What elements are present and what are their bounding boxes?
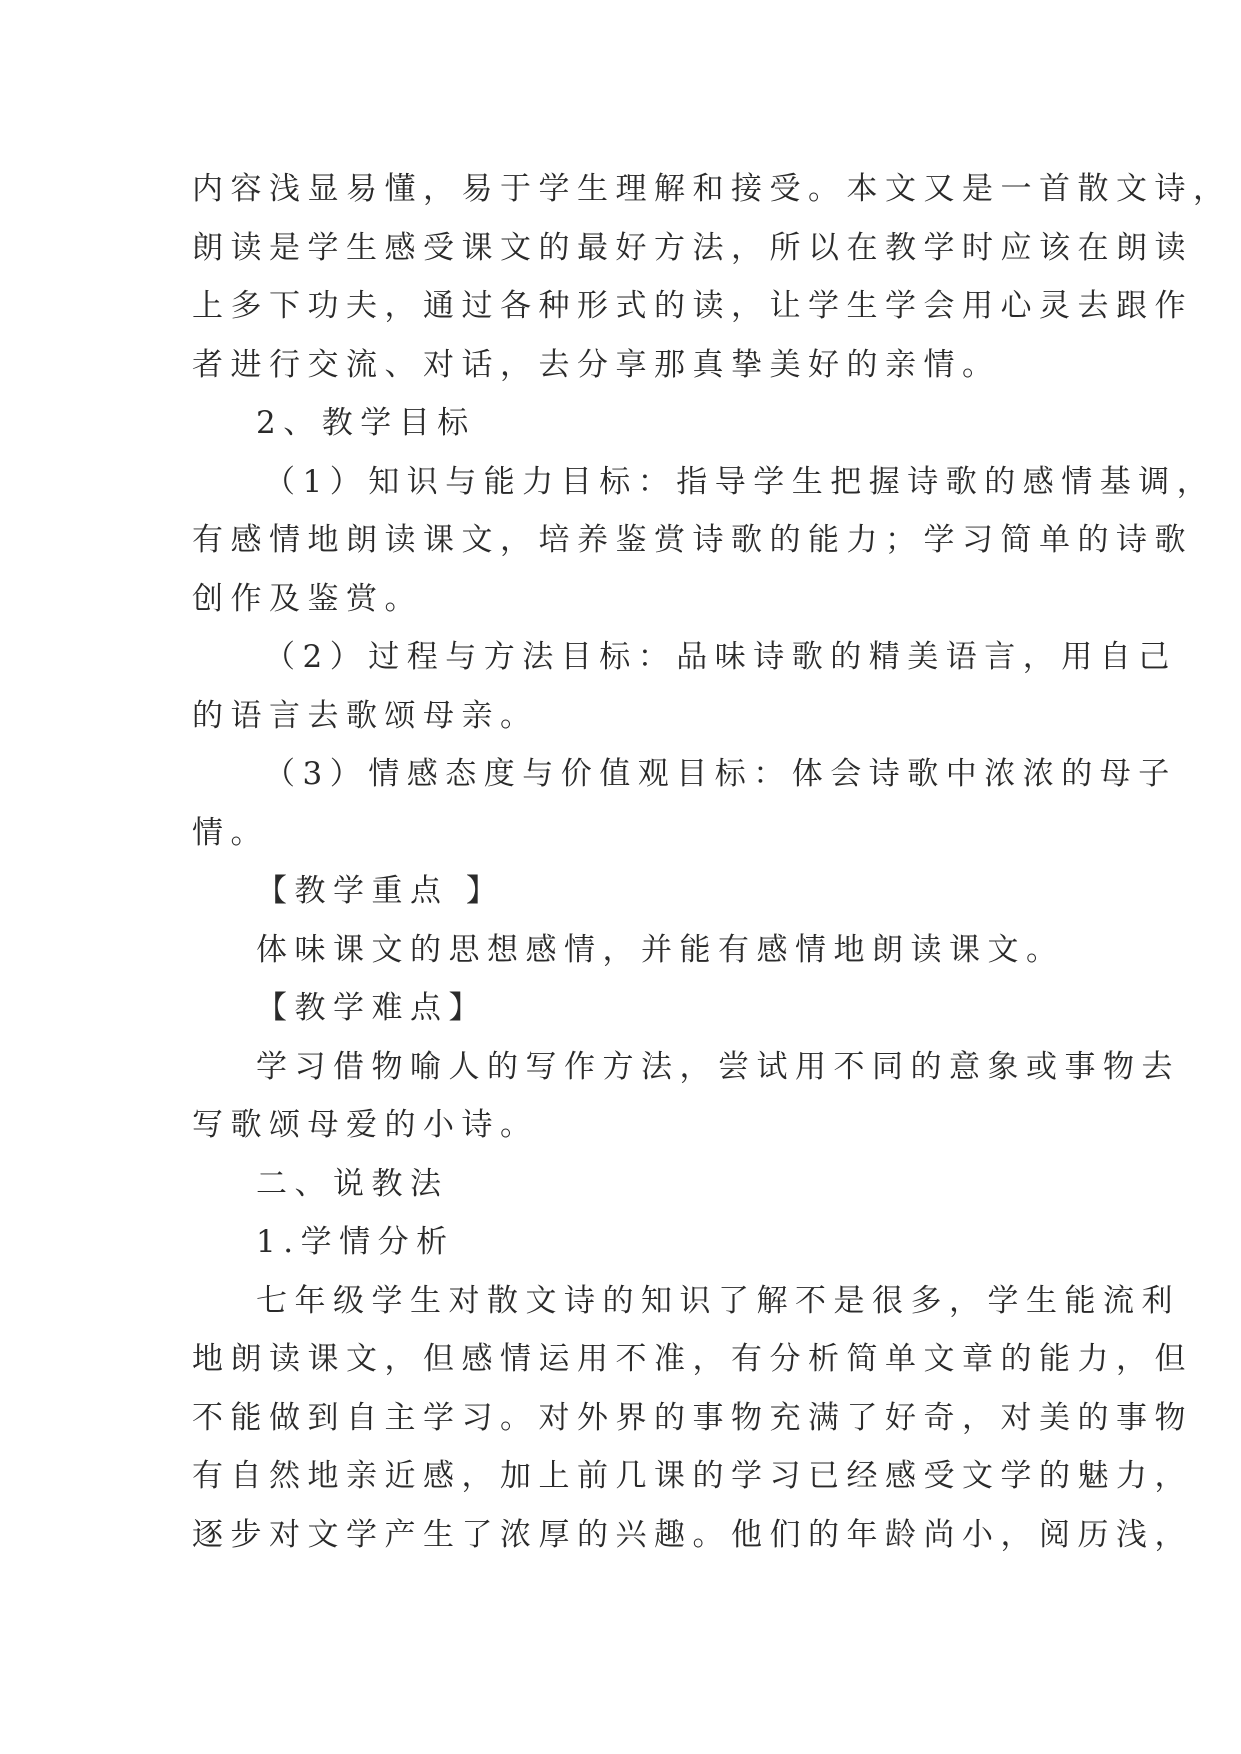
objective-item: （3）情感态度与价值观目标：体会诗歌中浓浓的母子: [264, 756, 1177, 792]
document-page: [192, 160, 1232, 1564]
text-line: 地朗读课文，但感情运用不准，有分析简单文章的能力，但: [192, 1341, 1193, 1377]
text-line: 体味课文的思想感情，并能有感情地朗读课文。: [256, 931, 1065, 968]
text-line: 有自然地亲近感，加上前几课的学习已经感受文学的魅力，: [192, 1458, 1193, 1494]
text-line: 写歌颂母爱的小诗。: [192, 1107, 539, 1143]
text-line: 逐步对文学产生了浓厚的兴趣。他们的年龄尚小，阅历浅，: [192, 1516, 1193, 1553]
text-line: 朗读是学生感受课文的最好方法，所以在教学时应该在朗读: [192, 229, 1193, 266]
key-point-heading: 【教学重点 】: [256, 873, 505, 909]
text-line: 七年级学生对散文诗的知识了解不是很多，学生能流利: [256, 1282, 1180, 1319]
text-line: 有感情地朗读课文，培养鉴赏诗歌的能力；学习简单的诗歌: [192, 522, 1193, 558]
objective-item: （1）知识与能力目标：指导学生把握诗歌的感情基调，: [264, 463, 1216, 500]
text-line: 的语言去歌颂母亲。: [192, 697, 539, 734]
text-line: 学习借物喻人的写作方法，尝试用不同的意象或事物去: [256, 1048, 1180, 1085]
text-line: 上多下功夫，通过各种形式的读，让学生学会用心灵去跟作: [192, 288, 1193, 324]
difficulty-heading: 【教学难点】: [256, 990, 487, 1026]
objective-item: （2）过程与方法目标：品味诗歌的精美语言，用自己: [264, 639, 1177, 675]
text-line: 创作及鉴赏。: [192, 580, 423, 617]
text-line: 者进行交流、对话，去分享那真挚美好的亲情。: [192, 346, 1001, 383]
section-heading: 2、教学目标: [256, 405, 476, 441]
text-line: 不能做到自主学习。对外界的事物充满了好奇，对美的事物: [192, 1399, 1193, 1436]
text-line: 内容浅显易懂，易于学生理解和接受。本文又是一首散文诗，: [192, 171, 1232, 207]
section-heading: 二、说教法: [256, 1165, 449, 1202]
text-line: 情。: [192, 814, 269, 851]
subsection-heading: 1.学情分析: [256, 1224, 455, 1260]
